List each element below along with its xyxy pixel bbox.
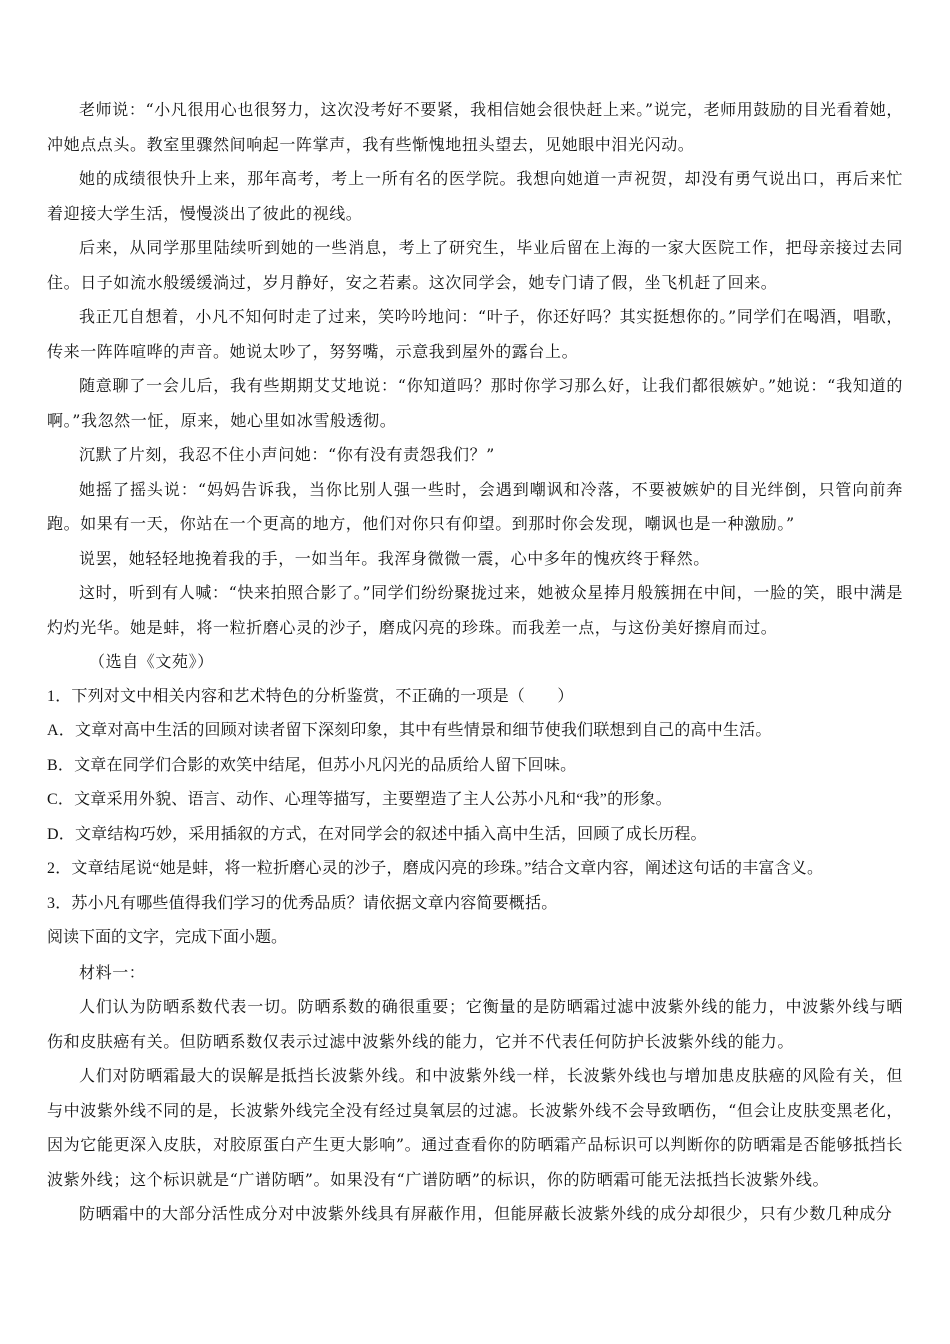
material-label: 材料一： bbox=[79, 962, 146, 982]
option-b: B．文章在同学们合影的欢笑中结尾，但苏小凡闪光的品质给人留下回味。 bbox=[47, 756, 577, 774]
story-paragraph-6: 沉默了片刻，我忍不住小声问她：“你有没有责怨我们？” bbox=[79, 445, 495, 464]
option-a: A．文章对高中生活的回顾对读者留下深刻印象，其中有些情景和细节使我们联想到自己的高中生活。 bbox=[47, 722, 772, 739]
story-paragraph-8: 说罢，她轻轻地挽着我的手，一如当年。我浑身微微一震，心中多年的愧疚终于释然。 bbox=[79, 548, 710, 568]
question-3: 3．苏小凡有哪些值得我们学习的优秀品质？请依据文章内容简要概括。 bbox=[47, 894, 558, 912]
option-d: D．文章结构巧妙，采用插叙的方式，在对同学会的叙述中插入高中生活，回顾了成长历程。 bbox=[47, 825, 707, 843]
story-paragraph-9: 这时，听到有人喊：“快来拍照合影了。”同学们纷纷聚拢过来，她被众星捧月般簇拥在中间，一脸的笑，眼中满是灼灼光华。她是蚌，将一粒折磨心灵的沙子，磨成闪亮的珍珠。而我差一点，与这份美好擦肩而过。 bbox=[47, 583, 903, 637]
story-paragraph-5: 随意聊了一会儿后，我有些期期艾艾地说：“你知道吗？那时你学习那么好，让我们都很嫉妒。”她说：“我知道的啊。”我忽然一怔，原来，她心里如冰雪般透彻。 bbox=[47, 376, 903, 430]
material-paragraph-1: 人们认为防晒系数代表一切。防晒系数的确很重要；它衡量的是防晒霜过滤中波紫外线的能力，中波紫外线与晒伤和皮肤癌有关。但防晒系数仅表示过滤中波紫外线的能力，它并不代表任何防护长波紫外线的能力。 bbox=[47, 997, 903, 1051]
story-paragraph-7: 她摇了摇头说：“妈妈告诉我，当你比别人强一些时，会遇到嘲讽和冷落，不要被嫉妒的目光绊倒，只管向前奔跑。如果有一天，你站在一个更高的地方，他们对你只有仰望。到那时你会发现，嘲讽也是一种激励。” bbox=[47, 479, 903, 533]
material-paragraph-2: 人们对防晒霜最大的误解是抵挡长波紫外线。和中波紫外线一样，长波紫外线也与增加患皮肤癌的风险有关，但与中波紫外线不同的是，长波紫外线完全没有经过臭氧层的过滤。长波紫外线不会导致晒伤，“但会让皮肤变黑老化，因为它能更深入皮肤，对胶原蛋白产生更大影响”。通过查看你的防晒霜产品标识可以判断你的防晒霜是否能够抵挡长波紫外线；这个标识就是“广谱防晒”。如果没有“广谱防晒”的标识，你的防晒霜可能无法抵挡长波紫外线。 bbox=[47, 1066, 903, 1189]
story-source: （选自《文苑》） bbox=[89, 652, 214, 671]
story-paragraph-1: 老师说：“小凡很用心也很努力，这次没考好不要紧，我相信她会很快赶上来。”说完，老师用鼓励的目光看着她，冲她点点头。教室里骤然间响起一阵掌声，我有些惭愧地扭头望去，见她眼中泪光闪动。 bbox=[47, 100, 903, 154]
question-1: 1．下列对文中相关内容和艺术特色的分析鉴赏，不正确的一项是（ ） bbox=[47, 687, 574, 705]
story-paragraph-2: 她的成绩很快升上来，那年高考，考上一所有名的医学院。我想向她道一声祝贺，却没有勇气说出口，再后来忙着迎接大学生活，慢慢淡出了彼此的视线。 bbox=[47, 169, 903, 223]
story-paragraph-3: 后来，从同学那里陆续听到她的一些消息，考上了研究生，毕业后留在上海的一家大医院工作，把母亲接过去同住。日子如流水般缓缓淌过，岁月静好，安之若素。这次同学会，她专门请了假，坐飞机赶了回来。 bbox=[47, 238, 903, 292]
section-intro: 阅读下面的文字，完成下面小题。 bbox=[47, 929, 288, 946]
option-c: C．文章采用外貌、语言、动作、心理等描写，主要塑造了主人公苏小凡和“我”的形象。 bbox=[47, 791, 672, 808]
material-paragraph-3: 防晒霜中的大部分活性成分对中波紫外线具有屏蔽作用，但能屏蔽长波紫外线的成分却很少，只有少数几种成分 bbox=[79, 1204, 893, 1223]
document-page bbox=[47, 93, 903, 1232]
question-2: 2．文章结尾说“她是蚌，将一粒折磨心灵的沙子，磨成闪亮的珍珠。”结合文章内容，阐述这句话的丰富含义。 bbox=[47, 860, 824, 877]
story-paragraph-4: 我正兀自想着，小凡不知何时走了过来，笑吟吟地问：“叶子，你还好吗？其实挺想你的。”同学们在喝酒，唱歌，传来一阵阵喧哗的声音。她说太吵了，努努嘴，示意我到屋外的露台上。 bbox=[47, 307, 903, 361]
